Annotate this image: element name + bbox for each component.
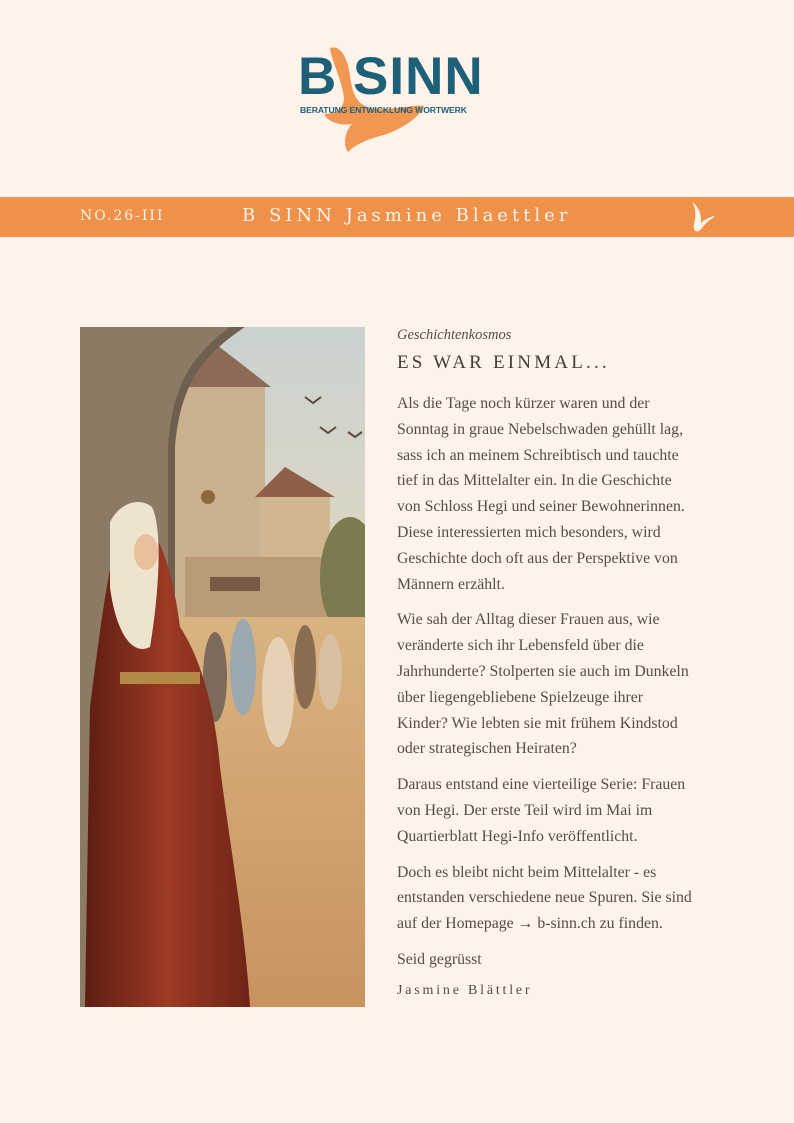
signature: Jasmine Blättler [397, 982, 533, 998]
brand-name: B SINN [298, 47, 484, 106]
paragraph [397, 772, 727, 849]
paragraph [397, 607, 727, 762]
greeting [397, 947, 727, 973]
header-title: B SINN Jasmine Blaettler [242, 205, 572, 226]
painting-image [80, 327, 365, 1007]
header-band [0, 197, 794, 237]
text-line: von Schloss Hegi und seiner Bewohnerinnen. [397, 498, 685, 516]
text-line: Als die Tage noch kürzer waren und der [397, 395, 650, 412]
text-line: Seid gegrüsst [397, 950, 482, 968]
text-line: entstanden verschiedene neue Spuren. Sie sind [397, 889, 692, 907]
text-line: sass ich an meinem Schreibtisch und tauchte [397, 446, 679, 464]
article-kicker: Geschichtenkosmos [397, 327, 512, 343]
article [397, 327, 727, 999]
text-line: Sonntag in graue Nebelschwaden gehüllt lag, [397, 420, 684, 438]
issue-number: NO.26-III [80, 208, 165, 224]
butterfly-icon [686, 200, 716, 234]
brand-logo [296, 40, 496, 152]
text-line: Geschichte doch oft aus der Perspektive von [397, 549, 678, 567]
paragraph [397, 860, 727, 937]
homepage-link-line[interactable]: auf der Homepage → b-sinn.ch zu finden. [397, 915, 663, 933]
text-line: tief in das Mittelalter ein. In die Geschichte [397, 472, 672, 490]
text-line: oder strategischen Heiraten? [397, 740, 577, 758]
article-image [80, 327, 365, 1007]
paragraph [397, 391, 727, 597]
article-heading: ES WAR EINMAL... [397, 352, 610, 373]
text-line: Wie sah der Alltag dieser Frauen aus, wie [397, 611, 660, 629]
text-line: Männern erzählt. [397, 575, 505, 593]
text-line: über liegengebliebene Spielzeuge ihrer [397, 688, 644, 706]
text-line: Kinder? Wie lebten sie mit frühem Kindstod [397, 714, 678, 732]
text-line: Jahrhunderte? Stolperten sie auch im Dunkeln [397, 662, 689, 680]
text-line: Daraus entstand eine vierteilige Serie: Frauen [397, 776, 686, 794]
text-line: Quartierblatt Hegi-Info veröffentlicht. [397, 827, 638, 845]
text-line: von Hegi. Der erste Teil wird im Mai im [397, 801, 653, 819]
brand-subtitle: BERATUNG ENTWICKLUNG WORTWERK [300, 105, 467, 115]
text-line: Diese interessierten mich besonders, wird [397, 523, 661, 541]
text-line: veränderte sich ihr Lebensfeld über die [397, 637, 644, 655]
text-line: Doch es bleibt nicht beim Mittelalter - es [397, 863, 657, 881]
